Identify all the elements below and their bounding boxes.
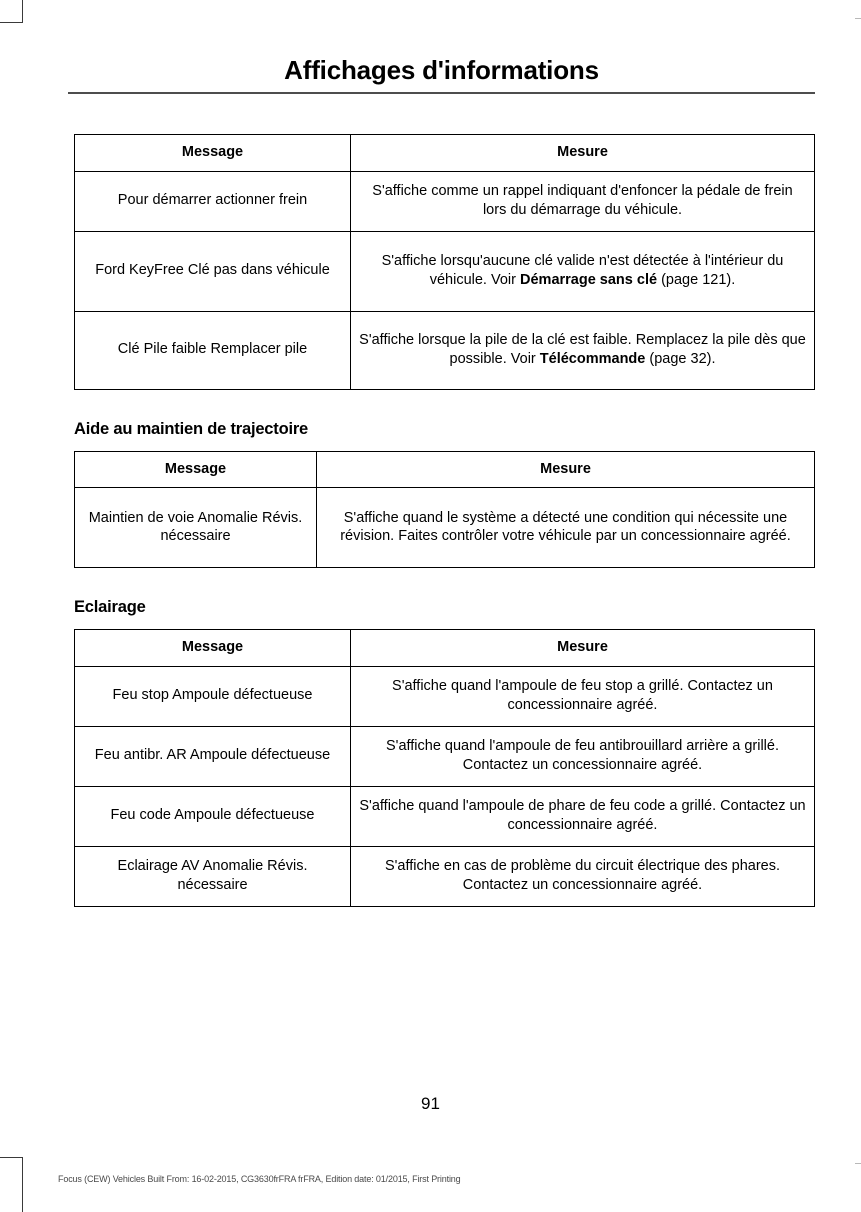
- cell-message: Eclairage AV Anomalie Révis. nécessaire: [75, 846, 351, 906]
- page-content: [74, 134, 814, 907]
- message-table-start-keys: [74, 134, 815, 390]
- page-title: Affichages d'informations: [284, 55, 599, 85]
- column-header-mesure: Mesure: [317, 451, 815, 488]
- table-row: [75, 488, 815, 568]
- mesure-text: S'affiche lorsque la pile de la clé est faible. Remplacez la pile dès que possible. Voir: [359, 332, 806, 367]
- crop-mark-bottom-left: [0, 1157, 23, 1212]
- column-header-message: Message: [75, 135, 351, 172]
- table-row: [75, 786, 815, 846]
- mesure-reference: Télécommande: [539, 350, 646, 367]
- section-heading-lighting: Eclairage: [74, 598, 146, 617]
- cell-message: Feu code Ampoule défectueuse: [75, 786, 351, 846]
- cell-mesure: [351, 171, 815, 231]
- mesure-reference: Démarrage sans clé: [520, 271, 658, 288]
- mesure-text: S'affiche lorsqu'aucune clé valide n'est détectée à l'intérieur du véhicule. Voir: [381, 253, 784, 288]
- crop-mark-top-left: [0, 0, 23, 23]
- table-row: [75, 726, 815, 786]
- cell-mesure: S'affiche quand le système a détecté une condition qui nécessite une révision. Faites contrôler votre véhicule par un concessionnaire agréé.: [317, 488, 815, 568]
- table-header-row: [75, 135, 815, 172]
- table-row: [75, 846, 815, 906]
- column-header-mesure: Mesure: [351, 630, 815, 667]
- mesure-text-post: (page 121).: [657, 271, 736, 288]
- table-row: [75, 666, 815, 726]
- message-table-lighting: [74, 629, 815, 907]
- mesure-text: S'affiche comme un rappel indiquant d'enfoncer la pédale de frein lors du démarrage du véhicule.: [372, 183, 793, 218]
- column-header-message: Message: [75, 451, 317, 488]
- cell-mesure: S'affiche en cas de problème du circuit électrique des phares. Contactez un concessionnaire agréé.: [351, 846, 815, 906]
- column-header-mesure: Mesure: [351, 135, 815, 172]
- cell-message: Clé Pile faible Remplacer pile: [75, 311, 351, 389]
- cell-message: Ford KeyFree Clé pas dans véhicule: [75, 231, 351, 311]
- header-divider: [68, 92, 815, 94]
- column-header-message: Message: [75, 630, 351, 667]
- table-row: [75, 231, 815, 311]
- cell-mesure: S'affiche quand l'ampoule de feu antibrouillard arrière a grillé. Contactez un concessionnaire agréé.: [351, 726, 815, 786]
- cell-message: Maintien de voie Anomalie Révis. nécessaire: [75, 488, 317, 568]
- cell-message: Feu stop Ampoule défectueuse: [75, 666, 351, 726]
- cell-mesure: [351, 231, 815, 311]
- cell-message: Feu antibr. AR Ampoule défectueuse: [75, 726, 351, 786]
- crop-mark-top-right: [855, 18, 861, 19]
- page-number: 91: [421, 1094, 440, 1113]
- message-table-lane-keeping: [74, 451, 815, 569]
- cell-mesure: S'affiche quand l'ampoule de phare de feu code a grillé. Contactez un concessionnaire agréé.: [351, 786, 815, 846]
- table-row: [75, 311, 815, 389]
- cell-mesure: S'affiche quand l'ampoule de feu stop a grillé. Contactez un concessionnaire agréé.: [351, 666, 815, 726]
- crop-mark-bottom-right: [855, 1163, 861, 1164]
- cell-message: Pour démarrer actionner frein: [75, 171, 351, 231]
- cell-mesure: [351, 311, 815, 389]
- table-header-row: [75, 630, 815, 667]
- mesure-text-post: (page 32).: [645, 350, 716, 367]
- table-header-row: [75, 451, 815, 488]
- table-row: [75, 171, 815, 231]
- colophon-footer: Focus (CEW) Vehicles Built From: 16-02-2015, CG3630frFRA frFRA, Edition date: 01/2015, First Printing: [58, 1174, 461, 1184]
- section-heading-lane-keeping: Aide au maintien de trajectoire: [74, 419, 309, 438]
